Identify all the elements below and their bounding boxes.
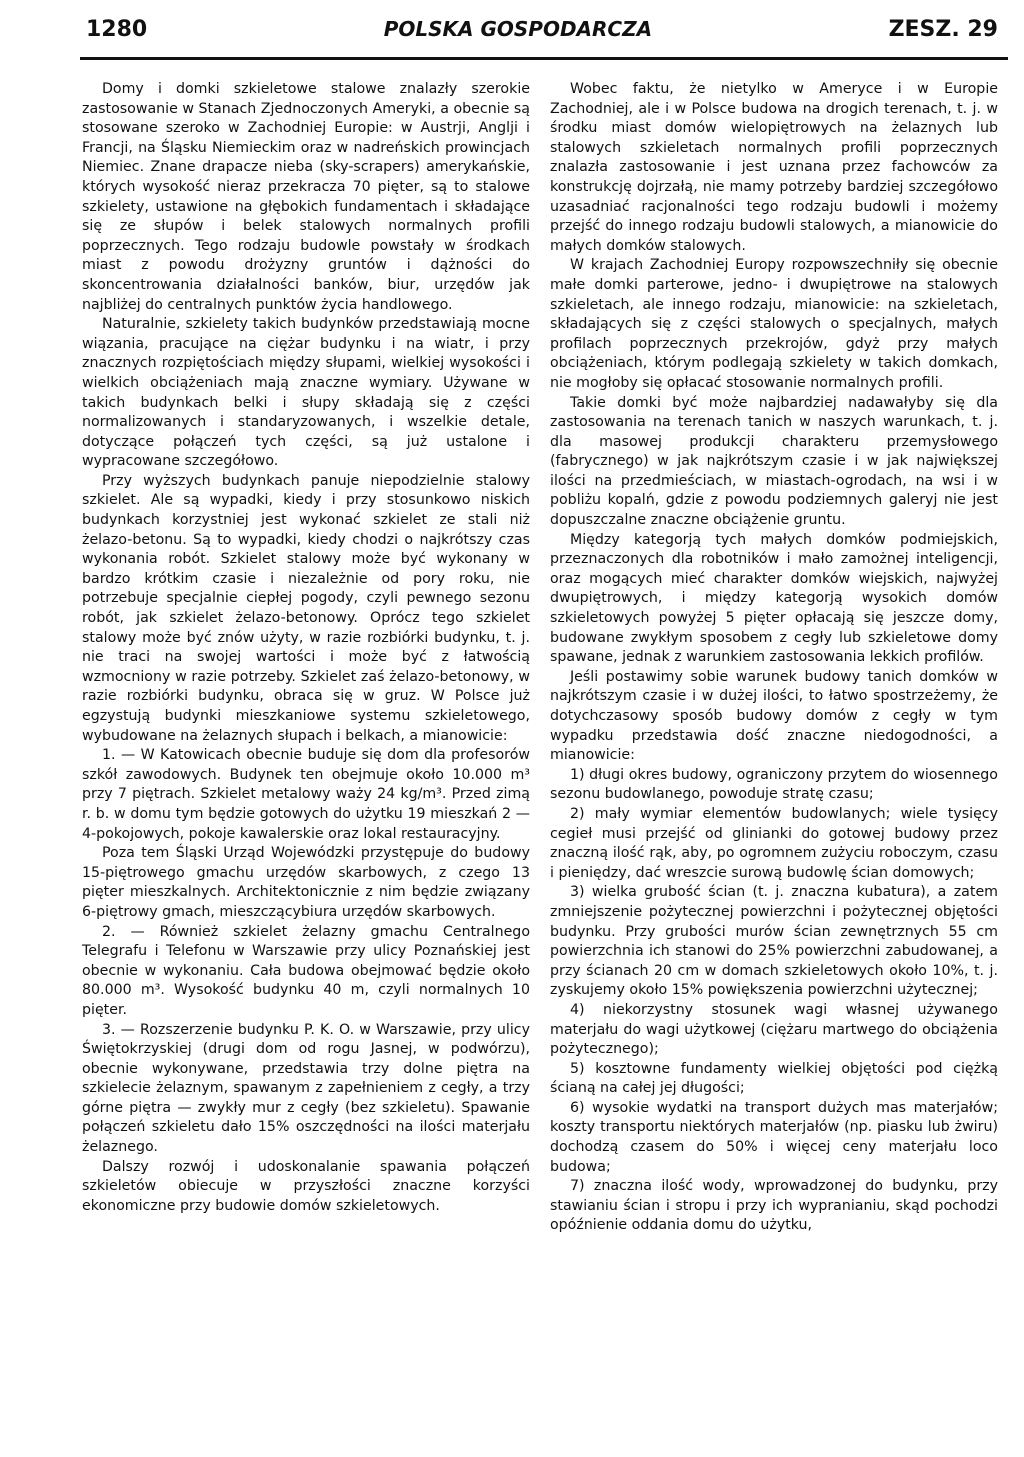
paragraph: W krajach Zachodniej Europy rozpowszechniły się obecnie małe domki parterowe, jedno- i dwupiętrowe na stalowych szkieletach, ale innego rodzaju, mianowicie: na szkieletach, składających się z części stalowych o specjalnych, małych profilach poprzecznych przekrojów, gdyż przy małych obciążeniach, którym podlegają szkielety w takich domkach, nie mogłoby się opłacać stosowanie normalnych profili. bbox=[550, 257, 998, 391]
header-rule bbox=[80, 57, 1008, 60]
list-item: 4) niekorzystny stosunek wagi własnej używanego materjału do wagi użytkowej (ciężaru martwego do obciążenia pożytecznego); bbox=[550, 1001, 998, 1058]
paragraph: 1. — W Katowicach obecnie buduje się dom dla profesorów szkół zawodowych. Budynek ten obejmuje około 10.000 m³ przy 7 piętrach. Szkielet metalowy waży 24 kg/m³. Przed zimą r. b. w domu tym będzie gotowych do użytku 19 mieszkań 2 — 4-pokojowych, pokoje kawalerskie oraz lokal restauracyjny. bbox=[82, 747, 530, 842]
list-item: 7) znaczna ilość wody, wprowadzonej do budynku, przy stawianiu ścian i stropu i przy ich wypranianiu, skąd pochodzi opóźnienie oddania domu do użytku, bbox=[550, 1178, 998, 1234]
list-item: 1) długi okres budowy, ograniczony przytem do wiosennego sezonu budowlanego, powoduje stratę czasu; bbox=[550, 766, 998, 803]
list-item: 3) wielka grubość ścian (t. j. znaczna kubatura), a zatem zmniejszenie pożytecznej powierzchni i pożytecznej objętości budynku. Przy grubości murów ścian zewnętrznych 55 cm powierzchnia ich stanowi do 25% powierzchni zabudowanej, a przy ścianach 20 cm w domach szkieletowych około 10%, t. j. zyskujemy około 15% powiększenia powierzchni użytecznej; bbox=[550, 884, 998, 999]
paragraph: Dalszy rozwój i udoskonalanie spawania połączeń szkieletów obiecuje w przyszłości znaczne korzyści ekonomiczne przy budowie domów szkieletowych. bbox=[82, 1158, 530, 1214]
running-header bbox=[86, 12, 998, 46]
list-item: 5) kosztowne fundamenty wielkiej objętości pod ciężką ścianą na całej jej długości; bbox=[550, 1060, 998, 1097]
paragraph: Wobec faktu, że nietylko w Ameryce i w Europie Zachodniej, ale i w Polsce budowa na drogich terenach, t. j. w środku miast domów wielopiętrowych na żelaznych lub stalowych szkieletach normalnych profili poprzecznych znalazła zastosowanie i jest uznana przez fachowców za konstrukcję dojrzałą, nie mamy potrzeby bardziej szczegółowo uzasadniać racjonalności tego rodzaju budowli i możemy przejść do innego rodzaju budowli stalowych, a mianowicie do małych domków stalowych. bbox=[550, 81, 998, 254]
paragraph: 3. — Rozszerzenie budynku P. K. O. w Warszawie, przy ulicy Świętokrzyskiej (drugi dom od rogu Jasnej, w podwórzu), obecnie wykonywane, przedstawia trzy dolne piętra na szkielecie żelaznym, spawanym z zapełnieniem z cegły, a trzy górne piętra — zwykły mur z cegły (bez szkieletu). Spawanie połączeń szkieletu dało 15% oszczędności na ilości materjału żelaznego. bbox=[82, 1021, 530, 1156]
paragraph: Naturalnie, szkielety takich budynków przedstawiają mocne wiązania, pracujące na ciężar budynku i na wiatr, i przy znacznych rozpiętościach między słupami, wielkiej wysokości i wielkich obciążeniach mają znaczne wymiary. Używane w takich budynkach belki i słupy składają się z części normalizowanych i standaryzowanych, i wszelkie detale, dotyczące połączeń tych części, są już ustalone i wypracowane szczegółowo. bbox=[82, 316, 530, 470]
left-column bbox=[82, 80, 530, 1445]
paragraph: Domy i domki szkieletowe stalowe znalazły szerokie zastosowanie w Stanach Zjednoczonych Ameryki, a obecnie są stosowane szeroko w Zachodniej Europie: w Austrji, Anglji i Francji, na Śląsku Niemieckim oraz w nadreńskich prowincjach Niemiec. Znane drapacze nieba (sky-scrapers) amerykańskie, których wysokość nieraz przekracza 70 pięter, są to stalowe szkielety, ustawione na głębokich fundamentach i składające się ze słupów i belek stalowych normalnych profili poprzecznych. Tego rodzaju budowle powstały w środkach miast z powodu drożyzny gruntów i dążności do skoncentrowania działalności banków, biur, urzędów jak najbliżej do centralnych punktów życia handlowego. bbox=[82, 81, 530, 313]
list-item: 6) wysokie wydatki na transport dużych mas materjałów; koszty transportu niektórych materjałów (np. piasku lub żwiru) dochodzą czasem do 50% i więcej ceny materjału loco budowa; bbox=[550, 1099, 998, 1175]
right-column bbox=[550, 80, 998, 1445]
paragraph: Takie domki być może najbardziej nadawałyby się dla zastosowania na terenach tanich w naszych warunkach, t. j. dla masowej produkcji charakteru przemysłowego (fabrycznego) w jak najkrótszym czasie i w jak największej ilości na przedmieściach, w miastach-ogrodach, na wsi i w pobliżu kopalń, gdzie z powodu podziemnych galeryj nie jest dopuszczalne znaczne obciążenie gruntu. bbox=[550, 394, 998, 529]
paragraph: Poza tem Śląski Urząd Wojewódzki przystępuje do budowy 15-piętrowego gmachu urzędów skarbowych, z czego 13 pięter mieszkalnych. Architektonicznie z nim będzie związany 6-piętrowy gmach, mieszczącybiura urzędów skarbowych. bbox=[82, 845, 530, 920]
list-item: 2) mały wymiar elementów budowlanych; wiele tysięcy cegieł musi przejść od glinianki do gotowej budowy przez znaczną ilość rąk, aby, po ogromnem zużyciu roboczym, czasu i pieniędzy, dać wreszcie surową budowlę ścian domowych; bbox=[550, 805, 998, 881]
paragraph: Między kategorją tych małych domków podmiejskich, przeznaczonych dla robotników i mało zamożnej inteligencji, oraz mogących mieć charakter domków wiejskich, najwyżej dwupiętrowych, i między kategorją wysokich domów szkieletowych powyżej 5 pięter opłacają się jeszcze domy, budowane zwykłym sposobem z cegły lub szkieletowe domy spawane, jednak z warunkiem zastosowania lekkich profilów. bbox=[550, 531, 998, 666]
issue-number: ZESZ. 29 bbox=[888, 16, 998, 42]
page-number: 1280 bbox=[86, 16, 148, 42]
journal-title: POLSKA GOSPODARCZA bbox=[383, 17, 653, 41]
paragraph: Przy wyższych budynkach panuje niepodzielnie stalowy szkielet. Ale są wypadki, kiedy i przy stosunkowo niskich budynkach korzystniej jest wykonać szkielet ze stali niż żelazo-betonu. Są to wypadki, kiedy chodzi o najkrótszy czas wykonania robót. Szkielet stalowy może być wykonany w bardzo krótkim czasie i niezależnie od pory roku, nie potrzebuje specjalnie ciepłej pogody, czyli pewnego sezonu robót, jak szkielet żelazo-betonowy. Oprócz tego szkielet stalowy może być znów użyty, w razie rozbiórki budynku, t. j. nie traci na swojej wartości i może być z łatwością wzmocniony w razie potrzeby. Szkielet zaś żelazo-betonowy, w razie rozbiórki budynku, obraca się w gruz. W Polsce już egzystują budynki mieszkaniowe systemu szkieletowego, wybudowane na żelaznych słupach i belkach, a mianowicie: bbox=[82, 472, 530, 744]
paragraph: Jeśli postawimy sobie warunek budowy tanich domków w najkrótszym czasie i w dużej ilości, to łatwo spostrzeżemy, że dotychczasowy sposób budowy domów z cegły w tym wypadku przedstawia dość znaczne niedogodności, a mianowicie: bbox=[550, 668, 998, 764]
paragraph: 2. — Również szkielet żelazny gmachu Centralnego Telegrafu i Telefonu w Warszawie przy ulicy Poznańskiej jest obecnie w wykonaniu. Cała budowa obejmować będzie około 80.000 m³. Wysokość budynku 40 m, czyli normalnych 10 pięter. bbox=[82, 923, 530, 1018]
